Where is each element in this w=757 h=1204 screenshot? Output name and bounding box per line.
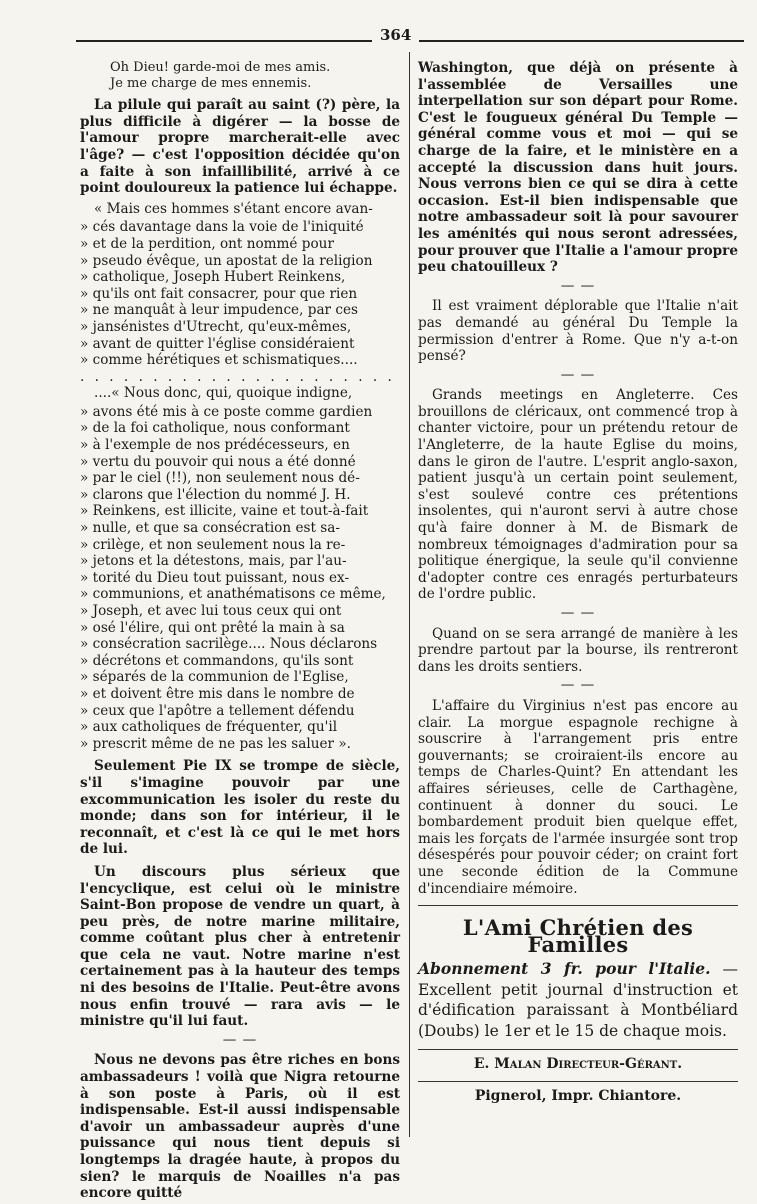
quote-line: » clarons que l'élection du nommé J. H. <box>80 486 351 503</box>
quote-line: » cés davantage dans la voie de l'iniquité <box>80 219 364 236</box>
right-paragraph-1: Washington, que déjà on présente à l'assemblée de Versailles une interpellation sur son départ pour Rome. C'est le fougueux général Du Temple — général comme vous et moi — qui se charge de la faire, et le ministère en a accepté la discussion dans huit jours. Nous verrons bien ce qui se dira à cette occasion. Est-il bien indispensable que notre ambassadeur soit là pour savourer les aménités qui nous seront adressées, pour prouver que l'Italie a l'amour propre peu chatouilleux ? <box>418 60 738 276</box>
quote-line: » avant de quitter l'église considéraient <box>80 335 355 352</box>
quote-line: » Reinkens, est illicite, vaine et tout-à-fait <box>80 503 369 520</box>
quote-line: » osé l'élire, qui ont prêté la main à sa <box>80 619 345 636</box>
quote-line: » pseudo évêque, un apostat de la religion <box>80 252 373 269</box>
quote-line: » communions, et anathématisons ce même, <box>80 586 386 603</box>
quote-line: » Joseph, et avec lui tous ceux qui ont <box>80 603 342 619</box>
quote-line: » à l'exemple de nos prédécesseurs, en <box>80 437 350 454</box>
left-paragraph-3: Un discours plus sérieux que l'encyclique, est celui où le ministre Saint-Bon propose de vendre un quart, à peu près, de notre marine militaire, comme coûtant plus cher à entretenir que cela ne vaut. Notre marine n'est certainement pas à la hauteur des temps ni des besoins de l'Italie. Peut-être avons nous enfin trouvé — rara avis — le ministre qu'il lui faut. <box>80 863 400 1030</box>
separator: — — <box>560 605 596 621</box>
quote-line: » ceux que l'apôtre a tellement défendu <box>80 702 355 719</box>
separator: — — <box>560 677 596 694</box>
right-paragraph-5: L'affaire du Virginius n'est pas encore au clair. La morgue espagnole rechigne à souscrire à l'arrangement pris entre gouvernants; se croiraient-ils encore au temps de Charles-Quint? En attendant les affaires sérieuses, celle de Carthagène, continuent à donner du souci. Le bombardement produit bien quelque effet, mais les forçats de l'armée insurgée sont trop désespérés pour pouvoir céder; on craint fort une seconde édition de la Commune d'incendiaire mémoire. <box>418 697 738 897</box>
quote-line: » décrétons et commandons, qu'ils sont <box>80 652 354 669</box>
quote-line: » crilège, et non seulement nous la re- <box>80 536 346 553</box>
quote-2 <box>80 385 400 752</box>
quote-line: » prescrit même de ne pas les saluer ». <box>80 735 351 752</box>
section-rule <box>418 1049 738 1050</box>
quote-line: » par le ciel (!!), non seulement nous dé- <box>80 470 360 487</box>
quote-line: » et doivent être mis dans le nombre de <box>80 685 355 702</box>
quote-line: » consécration sacrilège.... Nous déclarons <box>80 636 378 653</box>
quote-line: » aux catholiques de fréquenter, qu'il <box>80 719 338 736</box>
column-divider <box>409 52 410 1137</box>
quote-line: » vertu du pouvoir qui nous a été donné <box>80 453 356 470</box>
right-paragraph-2: Il est vraiment déplorable que l'Italie n'ait pas demandé au général Du Temple la permission d'entrer à Rome. Que n'y a-t-on pensé? <box>418 298 738 365</box>
quote-line: » catholique, Joseph Hubert Reinkens, <box>80 269 346 286</box>
verse-line-1: Oh Dieu! garde-moi de mes amis. <box>110 60 331 75</box>
left-paragraph-4: Nous ne devons pas être riches en bons ambassadeurs ! voilà que Nigra retourne à son poste à Paris, où il est indispensable. Est-il aussi indispensable d'avoir un ambassadeur auprès d'une puissance qui nous tient depuis si longtemps la dragée haute, à propos du sien? le marquis de Noailles n'a pas encore quitté <box>80 1052 400 1202</box>
section-rule <box>418 905 738 906</box>
quote-line: » jetons et la détestons, mais, par l'au- <box>80 553 347 570</box>
masthead-title: L'Ami Chrétien des Familles <box>462 915 694 957</box>
right-paragraph-3: Grands meetings en Angleterre. Ces brouillons de cléricaux, ont commencé trop à chanter victoire, pour un prétendu retour de l'Angleterre, de la haute Eglise du moins, dans le giron de l'autre. L'esprit anglo-saxon, patient jusqu'à un certain point seulement, s'est soulevé contre ces prétentions insolentes, qui n'auront servi à autre chose qu'à faire donner à M. de Bismark de nombreux témoignages d'admiration pour sa politique énergique, la seule qu'il convienne d'adopter contre ces enragés perturbateurs de l'ordre public. <box>418 387 738 603</box>
left-column <box>80 60 400 1204</box>
verse-line-2: Je me charge de mes ennemis. <box>110 75 312 91</box>
left-paragraph-2: Seulement Pie IX se trompe de siècle, s'il s'imagine pouvoir par une excommunication les isoler du reste du monde; dans son for intérieur, il le reconnaît, et c'est là ce qui le met hors de lui. <box>80 758 400 858</box>
quote-line: » avons été mis à ce poste comme gardien <box>80 403 373 420</box>
separator: — — <box>222 1031 258 1048</box>
subscription-label: Abonnement 3 fr. pour l'Italie. <box>418 959 711 979</box>
page-number: 364 <box>372 26 419 44</box>
quote-1 <box>80 201 400 369</box>
section-rule <box>418 1081 738 1082</box>
quote-line: » qu'ils ont fait consacrer, pour que rien <box>80 285 358 302</box>
quote-line: » et de la perdition, ont nommé pour <box>80 235 334 252</box>
quote-line: » torité du Dieu tout puissant, nous ex- <box>80 569 350 586</box>
quote-1-start: « Mais ces hommes s'étant encore avan- <box>94 200 373 217</box>
left-paragraph-1: La pilule qui paraît au saint (?) père, la plus difficile à digérer — la bosse de l'amour propre marcherait-elle avec l'âge? — c'est l'opposition décidée qu'on a faite à son infaillibilité, arrivé à ce point douloureux la patience lui échappe. <box>80 97 400 197</box>
quote-line: » de la foi catholique, nous conformant <box>80 420 350 437</box>
director-line: E. Malan Directeur-Gérant. <box>473 1056 683 1073</box>
separator: — — <box>560 277 596 294</box>
quote-line: » ne manquât à leur impudence, par ces <box>80 302 359 319</box>
ellipsis-line: . . . . . . . . . . . . . . . . . . . . . . <box>80 368 395 385</box>
quote-line: » séparés de la communion de l'Eglise, <box>80 669 349 686</box>
printer-line: Pignerol, Impr. Chiantore. <box>474 1087 682 1104</box>
subscription-notice <box>418 959 738 1041</box>
subscription-text: — Excellent petit journal d'instruction et d'édification paraissant à Montbéliard (Doubs) le 1er et le 15 de chaque mois. <box>418 960 738 1040</box>
quote-line: » jansénistes d'Utrecht, qu'eux-mêmes, <box>80 318 352 335</box>
quote-line: » comme hérétiques et schismatiques.... <box>80 352 358 369</box>
quote-2-start: ....« Nous donc, qui, quoique indigne, <box>94 385 353 402</box>
right-column <box>418 60 738 1104</box>
separator: — — <box>560 366 596 383</box>
quote-line: » nulle, et que sa consécration est sa- <box>80 520 340 537</box>
right-paragraph-4: Quand on se sera arrangé de manière à les prendre partout par la bourse, ils rentreront dans les droits sentiers. <box>418 625 738 675</box>
